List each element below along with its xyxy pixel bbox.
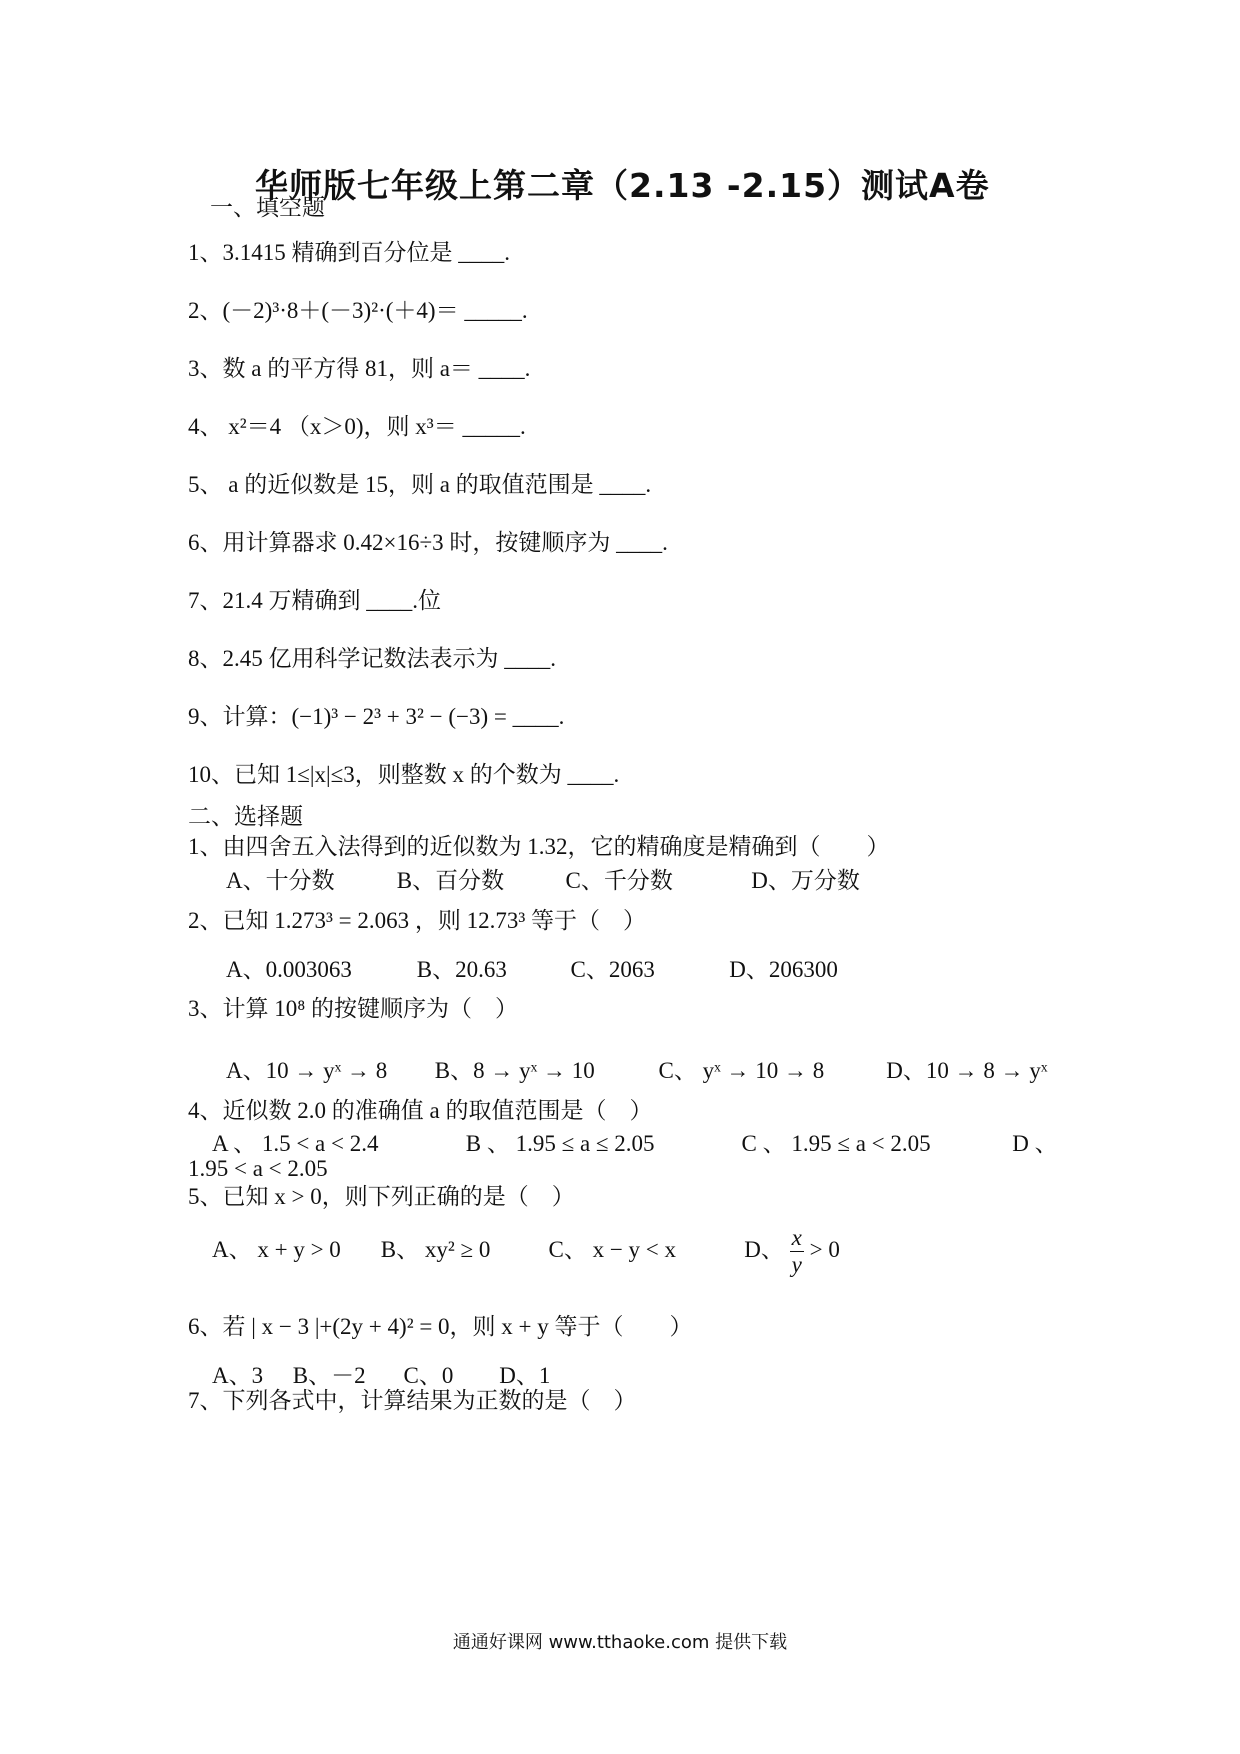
fill-question-5: 5、 a 的近似数是 15，则 a 的取值范围是 ____. [188,472,652,497]
fill-question-9: 9、计算：(−1)³ − 2³ + 3² − (−3) = ____. [188,704,565,729]
page-footer: 通通好课网 www.tthaoke.com 提供下载 [452,1632,788,1653]
fill-question-4: 4、 x²＝4 （x＞0)，则 x³＝ _____. [188,414,526,439]
option-d: D、 [744,1237,784,1262]
choice-question-4-options [212,1125,1058,1158]
option-c: C、 x − y < x [548,1237,677,1262]
option-d-tail: > 0 [809,1237,840,1262]
option-c: C、 yˣ → 10 → 8 [658,1058,825,1083]
choice-question-4-stem: 4、近似数 2.0 的准确值 a 的取值范围是（ ） [188,1098,653,1123]
option-d: D 、 [1012,1131,1058,1156]
option-d: D、206300 [729,957,838,982]
option-c: C、千分数 [565,868,673,893]
option-a: A、 x + y > 0 [212,1237,341,1262]
choice-question-4-option-d-value: 1.95 < a < 2.05 [188,1156,328,1181]
section-heading-fill-blank: 一、填空题 [210,195,325,220]
option-b: B、8 → yˣ → 10 [434,1058,595,1083]
option-b: B 、 1.95 ≤ a ≤ 2.05 [465,1131,655,1156]
option-a: A、10 → yˣ → 8 [226,1058,388,1083]
option-c: C、0 [403,1363,454,1388]
option-b: B、 xy² ≥ 0 [380,1237,491,1262]
choice-question-1-stem: 1、由四舍五入法得到的近似数为 1.32，它的精确度是精确到（ ） [188,834,890,859]
page-title: 华师版七年级上第二章（2.13 -2.15）测试A卷 [255,166,990,205]
option-a: A、0.003063 [226,957,352,982]
fill-question-3: 3、数 a 的平方得 81，则 a＝ ____. [188,356,531,381]
choice-question-7-stem: 7、下列各式中，计算结果为正数的是（ ） [188,1388,637,1413]
option-c: C、2063 [570,957,655,982]
option-d: D、1 [499,1363,551,1388]
option-a: A、3 [212,1363,264,1388]
fill-question-1: 1、3.1415 精确到百分位是 ____. [188,240,510,265]
fill-question-2: 2、(－2)³·8＋(－3)²·(＋4)＝ _____. [188,298,528,323]
fraction-numerator: x [791,1225,802,1251]
choice-question-5-options [212,1224,840,1278]
choice-question-5-stem: 5、已知 x > 0，则下列正确的是（ ） [188,1184,575,1209]
fill-question-7: 7、21.4 万精确到 ____.位 [188,588,441,613]
option-a: A 、 1.5 < a < 2.4 [212,1131,379,1156]
fill-question-8: 8、2.45 亿用科学记数法表示为 ____. [188,646,556,671]
option-d: D、10 → 8 → yˣ [886,1058,1048,1083]
choice-question-2-stem: 2、已知 1.273³ = 2.063 ，则 12.73³ 等于（ ） [188,908,647,933]
option-d: D、万分数 [751,868,860,893]
fraction-denominator: y [791,1252,802,1278]
option-b: B、20.63 [416,957,507,982]
choice-question-6-stem: 6、若 | x − 3 |+(2y + 4)² = 0，则 x + y 等于（ ） [188,1314,693,1339]
option-c: C 、 1.95 ≤ a < 2.05 [741,1131,931,1156]
choice-question-3-options [226,1052,1048,1085]
section-heading-choice: 二、选择题 [188,804,303,829]
choice-question-2-options [226,951,838,984]
fill-question-6: 6、用计算器求 0.42×16÷3 时，按键顺序为 ____. [188,530,668,555]
option-d-fraction [790,1225,804,1278]
fill-question-10: 10、已知 1≤|x|≤3，则整数 x 的个数为 ____. [188,762,620,787]
option-a: A、十分数 [226,868,335,893]
option-b: B、－2 [292,1363,366,1388]
option-b: B、百分数 [396,868,505,893]
choice-question-3-stem: 3、计算 10⁸ 的按键顺序为（ ） [188,996,519,1021]
choice-question-1-options [226,862,860,895]
